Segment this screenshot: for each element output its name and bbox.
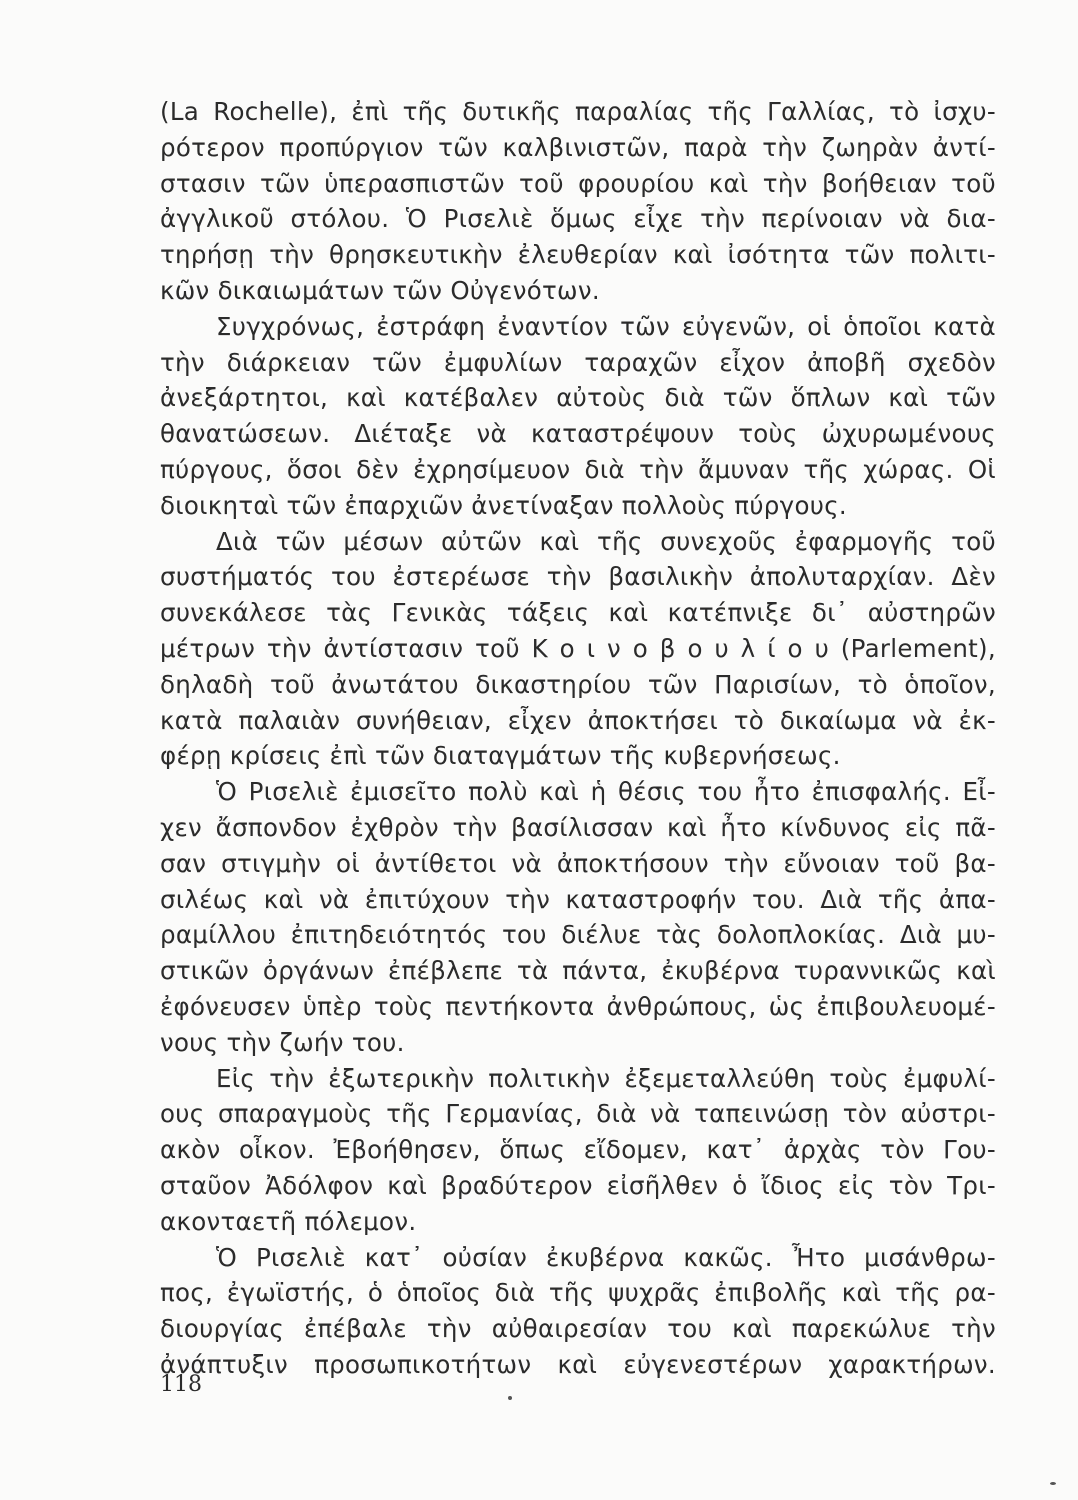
text-line: τὴν διάρκειαν τῶν ἐμφυλίων ταραχῶν εἶχον ἀποβῆ σχεδὸν [160, 347, 996, 377]
text-line: πος, ἐγωϊστής, ὁ ὁποῖος διὰ τῆς ψυχρᾶς ἐπιβολῆς καὶ τῆς ρα- [160, 1278, 996, 1308]
text-line: συνεκάλεσε τὰς Γενικὰς τάξεις καὶ κατέπνιξε δι᾽ αὐστηρῶν [160, 598, 996, 628]
text-line: Ὁ Ρισελιὲ ἐμισεῖτο πολὺ καὶ ἡ θέσις του ἦτο ἐπισφαλής. Εἶ- [216, 777, 996, 807]
text-line: ακὸν οἶκον. Ἐβοήθησεν, ὅπως εἴδομεν, κατ᾽ ἀρχὰς τὸν Γου- [160, 1135, 996, 1165]
text-line: Συγχρόνως, ἐστράφη ἐναντίον τῶν εὐγενῶν, οἱ ὁποῖοι κατὰ [216, 311, 996, 341]
text-line: θανατώσεων. Διέταξε νὰ καταστρέψουν τοὺς ὠχυρωμένους [160, 419, 996, 449]
text-line: διουργίας ἐπέβαλε τὴν αὐθαιρεσίαν του καὶ παρεκώλυε τὴν [160, 1314, 996, 1344]
text-line: χεν ἄσπονδον ἐχθρὸν τὴν βασίλισσαν καὶ ἦτο κίνδυνος εἰς πᾶ- [160, 812, 996, 842]
text-line: τηρήσῃ τὴν θρησκευτικὴν ἐλευθερίαν καὶ ἰσότητα τῶν πολιτι- [160, 240, 996, 270]
text-line: μέτρων τὴν ἀντίστασιν τοῦ Κ ο ι ν ο β ο υ λ ί ο υ (Parlement), [160, 633, 996, 663]
body-text [160, 94, 996, 1383]
text-line: ραμίλλου ἐπιτηδειότητός του διέλυε τὰς δολοπλοκίας. Διὰ μυ- [160, 920, 996, 950]
text-line: στασιν τῶν ὑπερασπιστῶν τοῦ φρουρίου καὶ τὴν βοήθειαν τοῦ [160, 168, 996, 198]
text-line: (La Rochelle), ἐπὶ τῆς δυτικῆς παραλίας τῆς Γαλλίας, τὸ ἰσχυ- [160, 97, 996, 126]
text-line: στικῶν ὀργάνων ἐπέβλεπε τὰ πάντα, ἐκυβέρνα τυραννικῶς καὶ [160, 956, 996, 986]
text-line: νους τὴν ζωήν του. [160, 1027, 405, 1057]
text-line: Ὁ Ρισελιὲ κατ᾽ οὐσίαν ἐκυβέρνα κακῶς. Ἦτο μισάνθρω- [216, 1242, 996, 1272]
text-line: δηλαδὴ τοῦ ἀνωτάτου δικαστηρίου τῶν Παρισίων, τὸ ὁποῖον, [160, 669, 996, 699]
text-line: ἀνάπτυξιν προσωπικοτήτων καὶ εὐγενεστέρων χαρακτήρων. [160, 1349, 996, 1379]
ink-speck [508, 1396, 512, 1400]
page-number: 118 [160, 1372, 202, 1397]
text-line: πύργους, ὅσοι δὲν ἐχρησίμευον διὰ τὴν ἄμυναν τῆς χώρας. Οἱ [160, 454, 996, 484]
text-line: ους σπαραγμοὺς τῆς Γερμανίας, διὰ νὰ ταπεινώσῃ τὸν αὐστρι- [160, 1099, 996, 1129]
text-line: σταῦον Ἀδόλφον καὶ βραδύτερον εἰσῆλθεν ὁ ἴδιος εἰς τὸν Τρι- [160, 1170, 996, 1200]
text-line: ἐφόνευσεν ὑπὲρ τοὺς πεντήκοντα ἀνθρώπους, ὡς ἐπιβουλευομέ- [160, 991, 996, 1021]
text-line: διοικηταὶ τῶν ἐπαρχιῶν ἀνετίναξαν πολλοὺς πύργους. [160, 490, 847, 520]
text-line: σιλέως καὶ νὰ ἐπιτύχουν τὴν καταστροφήν του. Διὰ τῆς ἀπα- [160, 884, 996, 914]
text-line: ἀγγλικοῦ στόλου. Ὁ Ρισελιὲ ὅμως εἶχε τὴν περίνοιαν νὰ δια- [160, 204, 996, 234]
text-line: συστήματός του ἐστερέωσε τὴν βασιλικὴν ἀπολυταρχίαν. Δὲν [160, 562, 996, 592]
text-line: κατὰ παλαιὰν συνήθειαν, εἶχεν ἀποκτήσει τὸ δικαίωμα νὰ ἐκ- [160, 705, 996, 735]
text-line: ακονταετῆ πόλεμον. [160, 1206, 417, 1236]
text-line: σαν στιγμὴν οἱ ἀντίθετοι νὰ ἀποκτήσουν τὴν εὔνοιαν τοῦ βα- [160, 848, 996, 878]
text-line: κῶν δικαιωμάτων τῶν Οὐγενότων. [160, 275, 600, 305]
text-line: Εἰς τὴν ἐξωτερικὴν πολιτικὴν ἐξεμεταλλεύθη τοὺς ἐμφυλί- [216, 1063, 996, 1093]
text-line: ρότερον προπύργιον τῶν καλβινιστῶν, παρὰ τὴν ζωηρὰν ἀντί- [160, 132, 996, 162]
text-line: Διὰ τῶν μέσων αὐτῶν καὶ τῆς συνεχοῦς ἐφαρμογῆς τοῦ [216, 526, 996, 556]
text-line: ἀνεξάρτητοι, καὶ κατέβαλεν αὐτοὺς διὰ τῶν ὅπλων καὶ τῶν [160, 383, 996, 413]
text-line: φέρῃ κρίσεις ἐπὶ τῶν διαταγμάτων τῆς κυβερνήσεως. [160, 741, 841, 771]
ink-speck [1050, 1482, 1056, 1485]
